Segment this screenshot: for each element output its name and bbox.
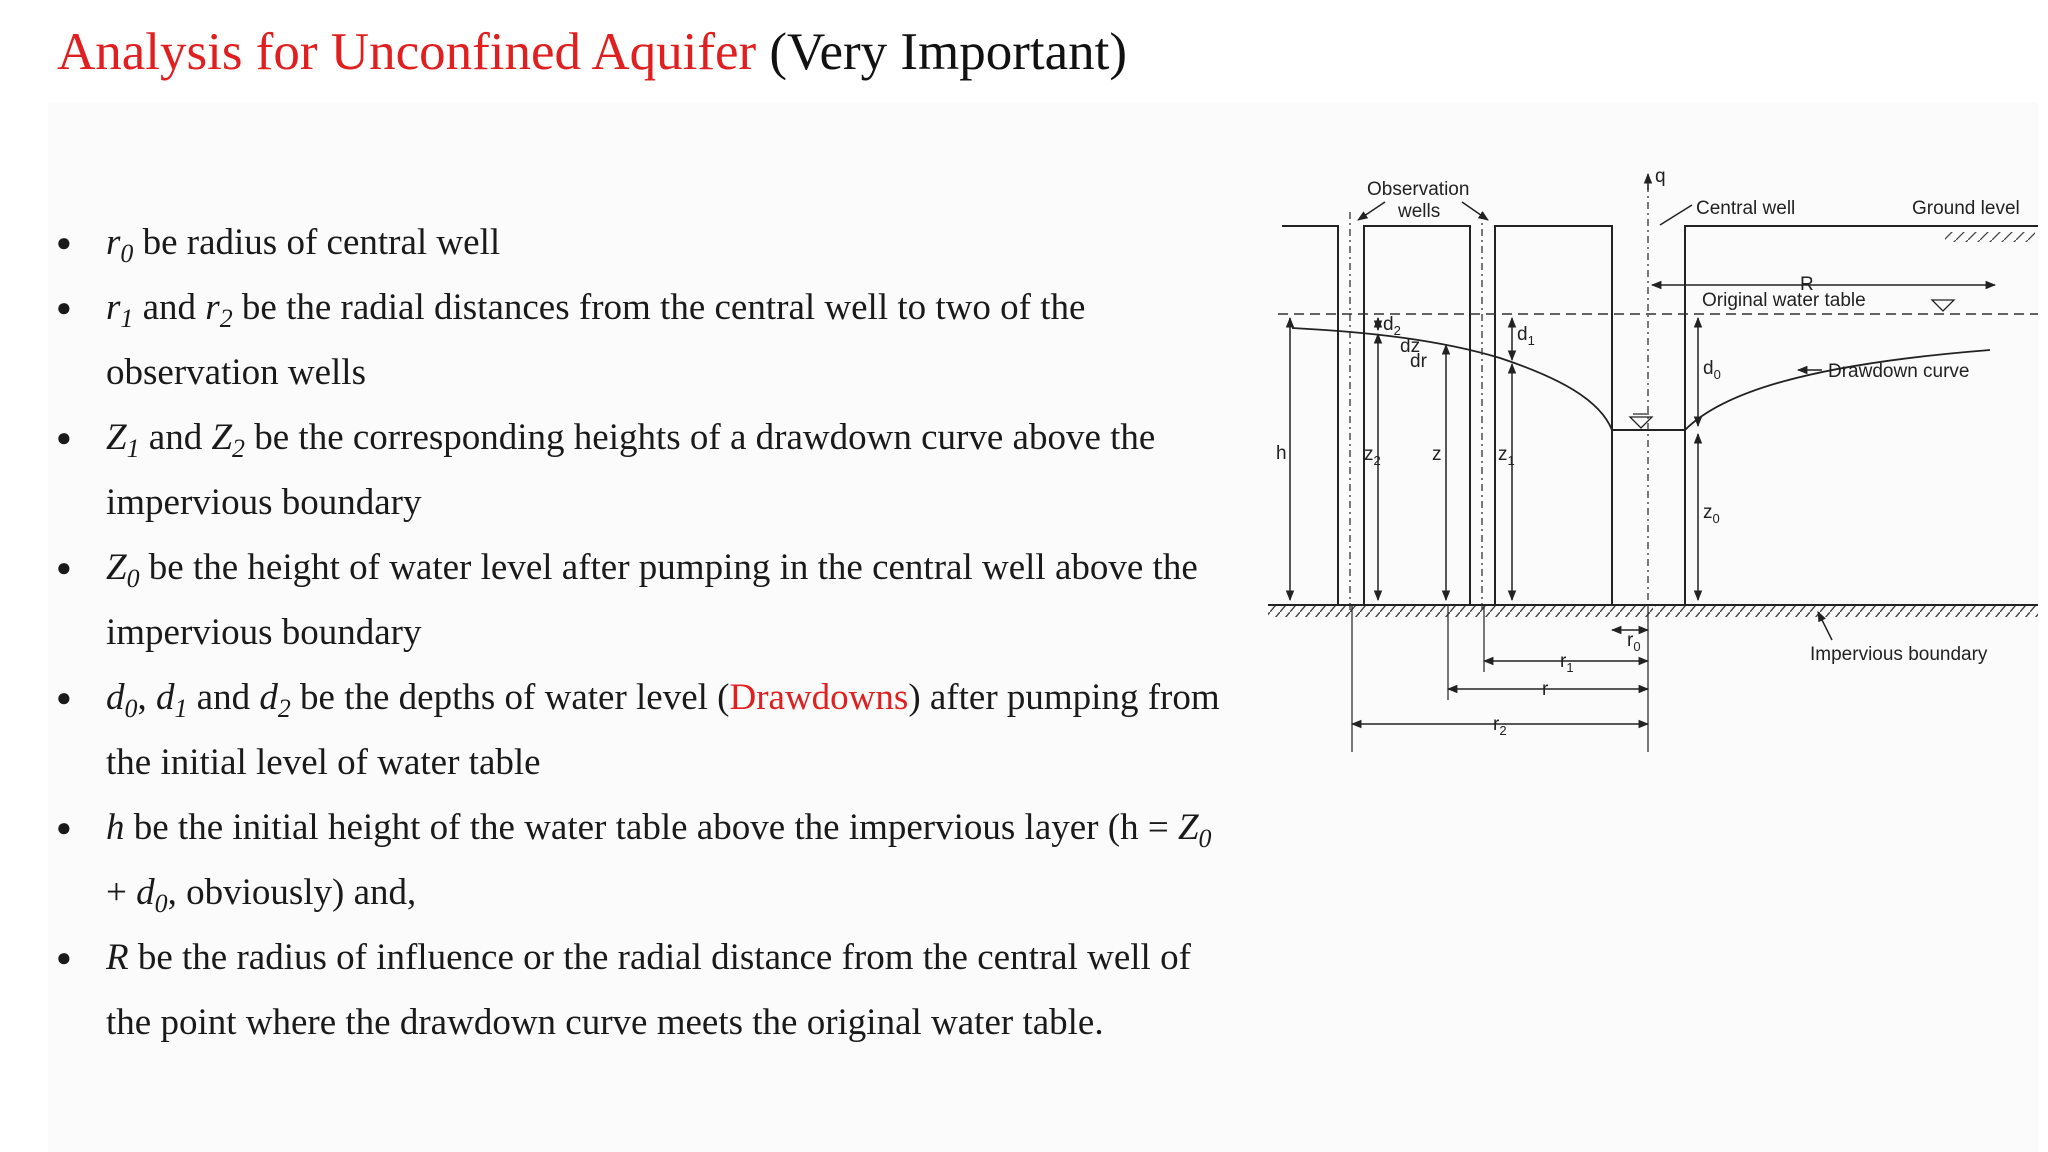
- label-observation-wells-line1: Observation: [1367, 179, 1470, 200]
- label-d0: $d_0$: [1703, 358, 1721, 382]
- bullet-dot: ●: [56, 293, 72, 322]
- sub-0: 0: [126, 563, 140, 593]
- bullet-dot: ●: [56, 813, 72, 842]
- label-impervious-boundary: Impervious boundary: [1810, 644, 1988, 665]
- label-r1: $r_1$: [1560, 651, 1574, 675]
- comma: ,: [137, 677, 147, 718]
- observation-well-2: [1364, 226, 1470, 606]
- label-h: h: [1276, 443, 1287, 464]
- obs-label-leader-left: [1358, 202, 1385, 220]
- bullet-text: be the corresponding heights of a drawdown curve above the impervious boundary: [106, 417, 1156, 523]
- var-d1: d: [155, 677, 175, 718]
- well-water-symbol: [1630, 417, 1652, 428]
- bullet-h: [56, 795, 1236, 925]
- var-R: R: [106, 937, 129, 978]
- label-R: R: [1800, 274, 1814, 295]
- label-z2: $z_2$: [1364, 444, 1381, 468]
- sub-2: 2: [232, 433, 245, 463]
- var-z0: Z: [1177, 807, 1199, 848]
- plus-sign: +: [106, 872, 127, 913]
- label-z1: $z_1$: [1498, 444, 1515, 468]
- bullet-dot: ●: [56, 943, 72, 972]
- sub-0: 0: [1198, 823, 1212, 853]
- label-ground-level: Ground level: [1912, 198, 2020, 219]
- label-z: z: [1432, 444, 1442, 465]
- central-well-right: [1685, 226, 2038, 606]
- sub-0: 0: [120, 238, 134, 268]
- label-observation-wells-line2: wells: [1398, 201, 1441, 222]
- var-h: h: [106, 807, 125, 848]
- var-r1: r: [106, 287, 121, 328]
- definitions-list: [56, 210, 1236, 1055]
- label-r0: $r_0$: [1627, 630, 1641, 654]
- bullet-text: be the initial height of the water table above the impervious layer (h =: [133, 807, 1169, 848]
- sub-1: 1: [120, 303, 134, 333]
- title-suffix: (Very Important): [769, 23, 1128, 81]
- var-z2: Z: [211, 417, 233, 458]
- sub-2: 2: [277, 693, 291, 723]
- label-d1: $d_1$: [1517, 324, 1535, 348]
- label-dz: dz: [1400, 336, 1421, 357]
- bullet-drawdowns: [56, 665, 1236, 795]
- label-r2: $r_2$: [1493, 714, 1507, 738]
- unconfined-aquifer-diagram: [1258, 155, 2038, 755]
- sub-2: 2: [219, 303, 233, 333]
- bullet-dot: ●: [56, 553, 72, 582]
- label-original-water-table: Original water table: [1702, 290, 1866, 311]
- bullet-r1-r2: [56, 275, 1236, 405]
- var-d0: d: [106, 677, 125, 718]
- label-d2: $d_2$: [1383, 314, 1401, 338]
- label-r: r: [1542, 679, 1549, 700]
- bullet-text-cont: , obviously) and,: [167, 872, 417, 913]
- bullet-z1-z2: [56, 405, 1236, 535]
- central-well-leader: [1660, 205, 1692, 225]
- var-z0: Z: [106, 547, 127, 588]
- highlight-drawdowns: Drawdowns: [729, 677, 909, 718]
- bullet-text: be the radius of influence or the radial distance from the central well of the point where the drawdown curve meets the original water table.: [106, 937, 1191, 1043]
- sub-0: 0: [154, 888, 168, 918]
- sub-0: 0: [124, 693, 138, 723]
- word-and: and: [196, 677, 251, 718]
- var-d0: d: [136, 872, 155, 913]
- bullet-dot: ●: [56, 228, 72, 257]
- title-main: Analysis for Unconfined Aquifer: [57, 23, 757, 81]
- label-dr: dr: [1410, 351, 1427, 372]
- sub-1: 1: [126, 433, 140, 463]
- var-r: r: [106, 222, 121, 263]
- var-z1: Z: [106, 417, 127, 458]
- bullet-R: [56, 925, 1236, 1055]
- label-drawdown-curve: Drawdown curve: [1828, 361, 1970, 382]
- obs-label-leader-right: [1462, 202, 1488, 220]
- slide-title: [57, 22, 1127, 82]
- label-z0: $z_0$: [1703, 502, 1720, 526]
- var-d2: d: [259, 677, 278, 718]
- bullet-dot: ●: [56, 423, 72, 452]
- var-r2: r: [205, 287, 220, 328]
- label-q: q: [1655, 166, 1666, 187]
- label-central-well: Central well: [1696, 198, 1796, 219]
- word-and: and: [148, 417, 203, 458]
- water-table-symbol: [1932, 300, 1954, 311]
- ground-hatch-left: [1268, 605, 1653, 617]
- bullet-text: be the radial distances from the central well to two of the observation wells: [106, 287, 1086, 393]
- bullet-text: be the depths of water level (: [300, 677, 730, 718]
- sub-1: 1: [174, 693, 188, 723]
- bullet-text: be the height of water level after pumping in the central well above the impervious boundary: [106, 547, 1198, 653]
- bullet-text-cont: ) after pumping from the initial level of water table: [106, 677, 1220, 783]
- bullet-text: be radius of central well: [142, 222, 501, 263]
- ground-level-hatch: [1945, 232, 2035, 242]
- word-and: and: [142, 287, 197, 328]
- bullet-z0: [56, 535, 1236, 665]
- bullet-r0: [56, 210, 1236, 275]
- ground-hatch-right: [1655, 605, 2038, 617]
- bullet-dot: ●: [56, 683, 72, 712]
